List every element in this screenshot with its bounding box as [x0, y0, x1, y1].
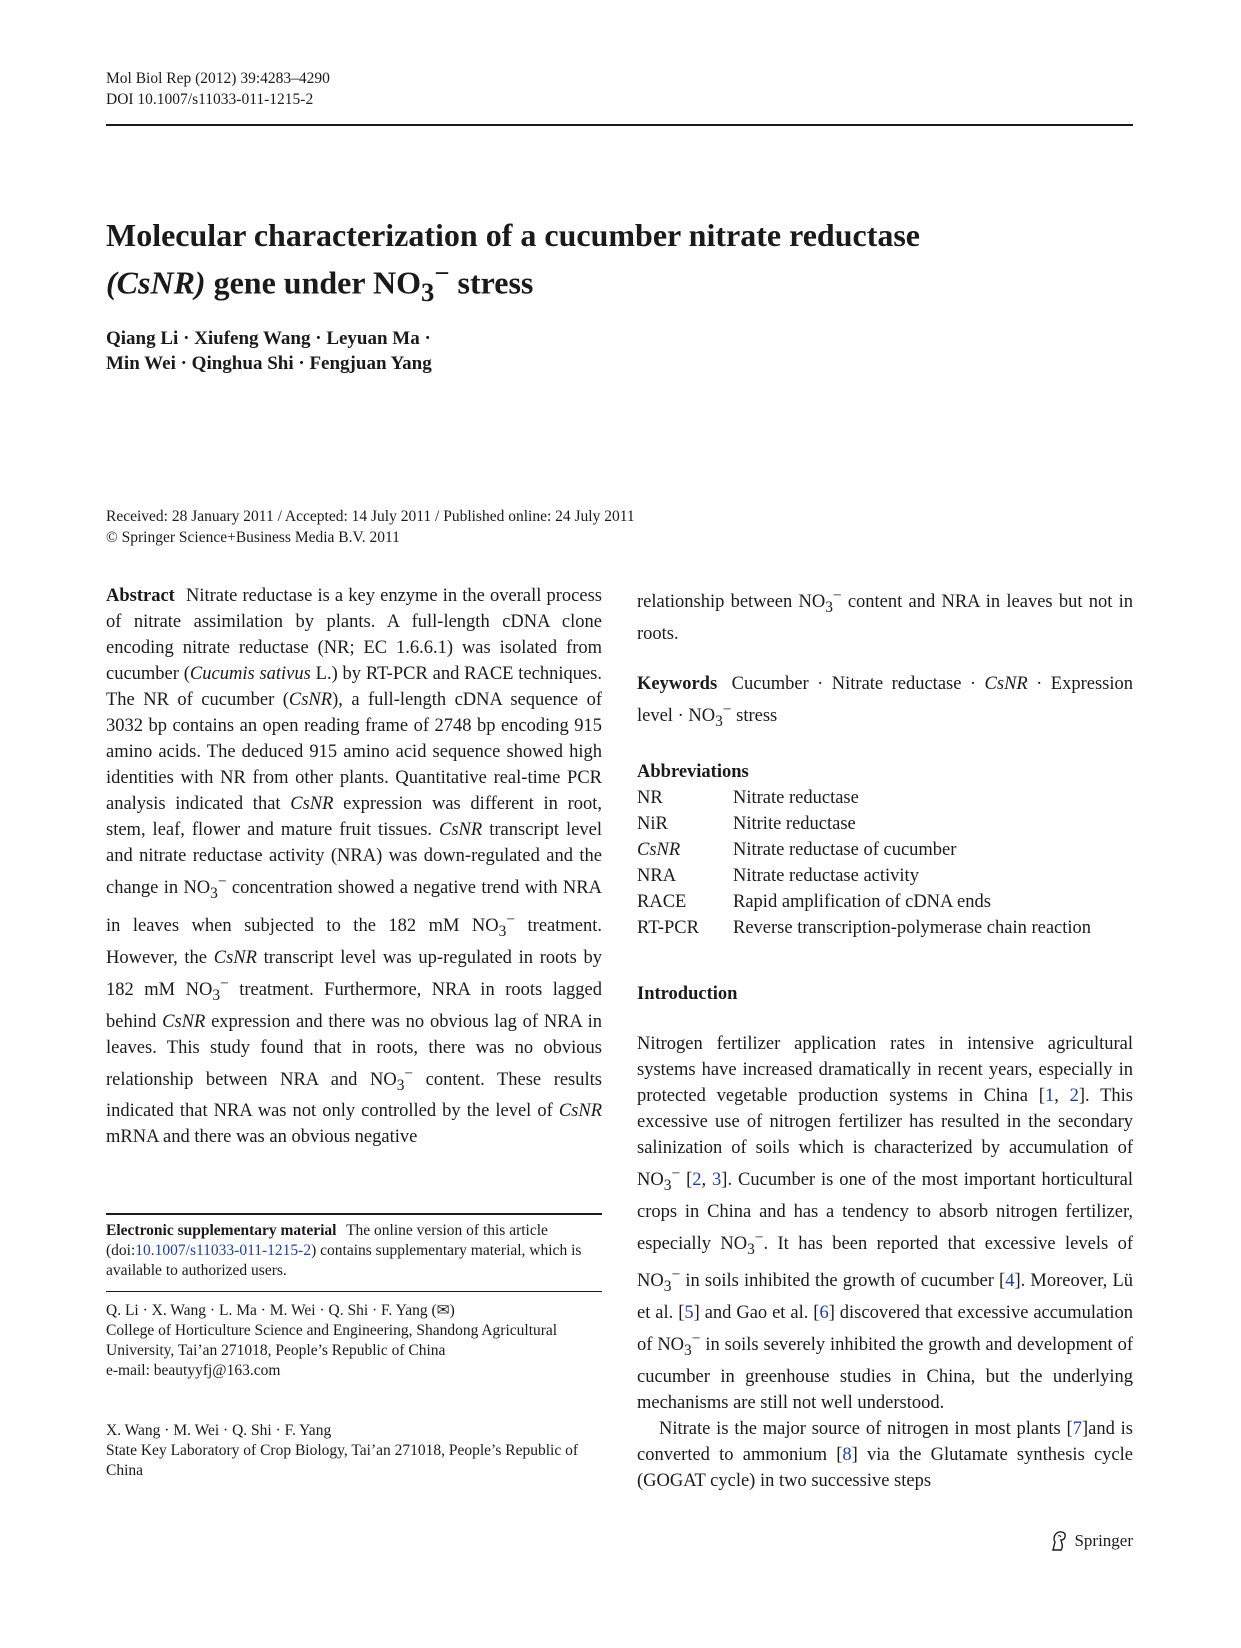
author-list [106, 326, 432, 376]
affiliation-1-institution: College of Horticulture Science and Engineering, Shandong Agricultural University, Tai’an 271018, People’s Republic of China [106, 1322, 558, 1359]
citation-link[interactable]: 2 [692, 1169, 702, 1190]
citation-link[interactable]: 2 [1069, 1085, 1079, 1106]
title-line-2: (CsNR) gene under $NO_3^-$ stress [106, 258, 534, 308]
abstract-label: Abstract [106, 586, 175, 606]
abbreviation-row: RACE Rapid amplification of cDNA ends [637, 891, 991, 912]
dates-line: Received: 28 January 2011 / Accepted: 14 July 2011 / Published online: 24 July 2011 [106, 508, 635, 525]
authors-line-2: Min Wei · Qinghua Shi · Fengjuan Yang [106, 353, 432, 374]
journal-header [106, 68, 330, 110]
citation-link[interactable]: 7 [1072, 1419, 1082, 1440]
journal-citation: Mol Biol Rep (2012) 39:4283–4290 [106, 70, 330, 87]
supplementary-doi-link[interactable]: 10.1007/s11033-011-1215-2 [135, 1242, 312, 1259]
introduction-paragraph-2: Nitrate is the major source of nitrogen in most plants [7]and is converted to ammonium [8] via the Glutamate synthesis cycle (GOGAT cycle) in two successive steps [637, 1419, 1133, 1492]
header-rule [106, 124, 1133, 126]
publisher-name: Springer [1074, 1531, 1133, 1550]
footnote-rule [106, 1213, 602, 1215]
abbreviation-row: NRA Nitrate reductase activity [637, 865, 919, 886]
citation-link[interactable]: 3 [712, 1169, 722, 1190]
citation-link[interactable]: 1 [1044, 1085, 1055, 1106]
authors-line-1: Qiang Li · Xiufeng Wang · Leyuan Ma · [106, 328, 431, 349]
abbreviations-list [637, 785, 1133, 941]
title-gene-name: (CsNR) [106, 264, 206, 301]
title-line-1: Molecular characterization of a cucumber nitrate reductase [106, 217, 920, 253]
article-title [106, 216, 1106, 311]
abbreviation-row: CsNR Nitrate reductase of cucumber [637, 839, 957, 860]
introduction-paragraph-1: Nitrogen fertilizer application rates in intensive agricultural systems have increased dramatically in recent years, especially in protected vegetable production systems in China [1, 2]. This excessive use of nitrogen fertilizer has resulted in the secondary salinization of soils which is characterized by accumulation of $NO_3^-$ [2, 3]. Cucumber is one of the most important horticultural crops in China and has a tendency to absorb nitrogen fertilizer, especially $NO_3^-$. It has been reported that excessive levels of $NO_3^-$ in soils inhibited the growth of cucumber [4]. Moreover, Lü et al. [5] and Gao et al. [6] discovered that excessive accumulation of $NO_3^-$ in soils severely inhibited the growth and development of cucumber in greenhouse studies in China, but the underlying mechanisms are still not well understood. [637, 1033, 1134, 1414]
citation-link[interactable]: 6 [819, 1303, 829, 1324]
citation-link[interactable]: 4 [1005, 1271, 1015, 1292]
introduction-heading: Introduction [637, 983, 738, 1004]
abbreviation-row: NiR Nitrite reductase [637, 813, 856, 834]
publication-dates [106, 506, 635, 548]
keywords: Keywords Cucumber · Nitrate reductase · CsNR · Expression level · $NO_3^-$ stress [637, 673, 1134, 730]
citation-link[interactable]: 8 [842, 1445, 852, 1466]
affiliation-rule [106, 1291, 602, 1292]
keywords-label: Keywords [637, 673, 718, 694]
affiliation-2-names: X. Wang · M. Wei · Q. Shi · F. Yang [106, 1422, 332, 1439]
abstract-column [106, 583, 602, 1150]
abbreviation-row: NR Nitrate reductase [637, 787, 859, 808]
affiliation-2-institution: State Key Laboratory of Crop Biology, Tai’an 271018, People’s Republic of China [106, 1442, 579, 1479]
affiliation-2 [106, 1421, 602, 1481]
right-column [637, 583, 1133, 1494]
supplementary-note: Electronic supplementary material The online version of this article (doi:10.1007/s11033-011-1215-2) contains supplementary material, which is available to authorized users. [106, 1222, 582, 1279]
abbreviations-title: Abbreviations [637, 761, 749, 782]
springer-horse-icon [1049, 1530, 1069, 1552]
abbreviation-row: RT-PCR Reverse transcription-polymerase chain reaction [637, 917, 1092, 938]
abstract-continuation: relationship between $NO_3^-$ content and NRA in leaves but not in roots. [637, 587, 1133, 644]
copyright-line: © Springer Science+Business Media B.V. 2011 [106, 529, 400, 546]
journal-doi: DOI 10.1007/s11033-011-1215-2 [106, 91, 314, 108]
citation-link[interactable]: 5 [684, 1303, 694, 1324]
affiliation-1-names: Q. Li · X. Wang · L. Ma · M. Wei · Q. Shi · F. Yang (✉) [106, 1302, 455, 1319]
publisher-footer [1049, 1530, 1133, 1552]
corresponding-email[interactable]: e-mail: beautyyfj@163.com [106, 1362, 281, 1379]
abstract-paragraph: Abstract Nitrate reductase is a key enzyme in the overall process of nitrate assimilation by plants. A full-length cDNA clone encoding nitrate reductase (NR; EC 1.6.6.1) was isolated from cucumber (Cucumis sativus L.) by RT-PCR and RACE techniques. The NR of cucumber (CsNR), a full-length cDNA sequence of 3032 bp contains an open reading frame of 2748 bp encoding 915 amino acids. The deduced 915 amino acid sequence showed high identities with NR from other plants. Quantitative real-time PCR analysis indicated that CsNR expression was different in root, stem, leaf, flower and mature fruit tissues. CsNR transcript level and nitrate reductase activity (NRA) was down-regulated and the change in $NO_3^-$ concentration showed a negative trend with NRA in leaves when subjected to the 182 mM $NO_3^-$ treatment. However, the CsNR transcript level was up-regulated in roots by 182 mM $NO_3^-$ treatment. Furthermore, NRA in roots lagged behind CsNR expression and there was no obvious lag of NRA in leaves. This study found that in roots, there was no obvious relationship between NRA and $NO_3^-$ content. These results indicated that NRA was not only controlled by the level of CsNR mRNA and there was an obvious negative [106, 586, 603, 1148]
affiliation-1 [106, 1301, 602, 1381]
